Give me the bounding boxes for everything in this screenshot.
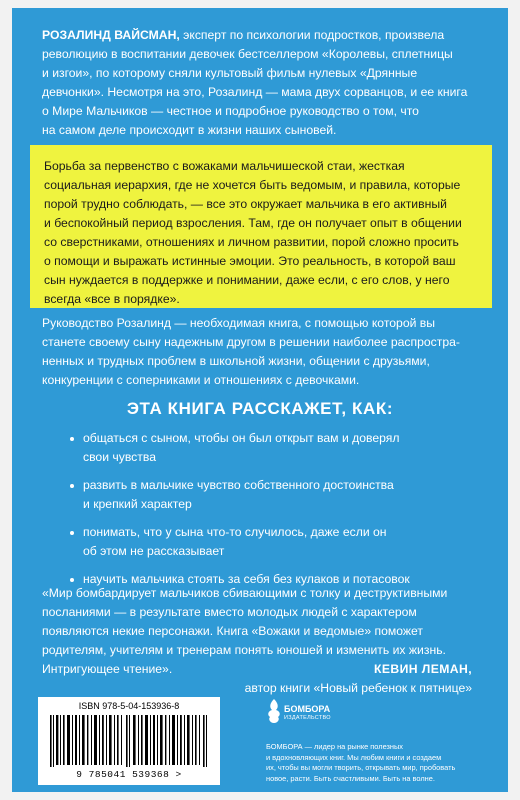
publisher-brand: БОМБОРА [284,704,331,714]
highlight-line: Борьба за первенство с вожаками мальчишеской стаи, жесткая [44,159,405,173]
list-item-line: об этом не рассказывает [83,544,225,558]
publisher-description [266,742,492,784]
bombora-logo-icon [266,698,282,724]
publisher-line: их, чтобы вы могли творить, открывать мир, пробовать [266,763,456,772]
quote-line: появляются некие персонажи. Книга «Вожаки и ведомые» поможет [42,624,424,638]
description-line: Руководство Розалинд — необходимая книга, с помощью которой вы [42,316,436,330]
bullet-dot-icon [70,578,74,582]
quote-line: Интригующее чтение». [42,662,173,676]
highlight-line: и беспокойный период взросления. Там, где он получает опыт в общении [44,216,462,230]
list-item [70,523,490,561]
intro-line-1-rest: эксперт по психологии подростков, произвела [179,28,445,42]
list-item [70,476,490,514]
list-item [70,429,490,467]
bullet-dot-icon [70,484,74,488]
quote-line: «Мир бомбардирует мальчиков сбивающими с толку и деструктивными [42,586,448,600]
quote-author-name: КЕВИН ЛЕМАН, [374,662,472,676]
intro-line-4: девчонки». Несмотря на это, Розалинд — мама двух сорванцов, и ее книга [42,85,468,99]
publisher-logo [266,696,331,736]
description-paragraph [42,314,492,390]
highlight-line: сын нуждается в поддержке и понимании, даже если, с его слов, у него [44,273,450,287]
quote-line: родителям, учителям и тренерам понять юношей и изменить их жизнь. [42,643,446,657]
list-item-line: свои чувства [83,450,156,464]
benefits-list [70,429,490,598]
intro-line-1 [42,26,492,45]
highlight-line: со сверстниками, отношениях и личном развитии, порой сложно просить [44,235,459,249]
highlight-box [30,145,492,308]
publisher-sub: ИЗДАТЕЛЬСТВО [284,715,331,721]
list-item-line: понимать, что у сына что-то случилось, даже если он [83,525,387,539]
intro-line-3: и изгои», по которому сняли культовый фильм нулевых «Дрянные [42,66,418,80]
barcode-icon [48,715,210,767]
quote-line: посланиями — в результате вместо молодых людей с характером [42,605,417,619]
barcode-number: 9 785041 539368 > [76,769,182,780]
intro-line-6: на самом деле происходит в жизни наших сыновей. [42,123,337,137]
isbn-label: ISBN 978-5-04-153936-8 [78,701,180,711]
publisher-line: новое, расти. Быть счастливыми. Быть на волне. [266,773,435,783]
description-line: ненных и трудных проблем в школьной жизни, общении с друзьями, [42,354,430,368]
list-item-line: научить мальчика стоять за себя без кулаков и потасовок [83,572,410,586]
description-line: конкуренции с соперниками и отношениях с девочками. [42,373,360,387]
section-heading: ЭТА КНИГА РАССКАЖЕТ, КАК: [126,399,394,418]
quote-attribution [245,660,472,698]
publisher-line: БОМБОРА — лидер на рынке полезных [266,742,403,751]
highlight-line: социальная иерархия, где не хочется быть ведомым, и правила, которые [44,178,461,192]
book-back-cover [12,8,508,792]
bullet-dot-icon [70,531,74,535]
highlight-line: порой трудно соблюдать, — все это окружает мальчика в его активный [44,197,447,211]
highlight-line: всегда «все в порядке». [44,292,180,306]
list-item-line: развить в мальчике чувство собственного достоинства [83,478,394,492]
description-line: станете своему сыну надежным другом в решении наиболее распростра- [42,335,460,349]
isbn-barcode [38,697,220,785]
intro-paragraph [42,26,492,140]
list-item-line: и крепкий характер [83,497,192,511]
quote-author-credit: автор книги «Новый ребенок к пятнице» [244,681,472,695]
author-name: РОЗАЛИНД ВАЙСМАН, [42,28,180,42]
intro-line-5: о Мире Мальчиков — честное и подробное руководство о том, что [42,104,419,118]
intro-line-2: революцию в воспитании девочек бестселлером «Королевы, сплетницы [42,47,453,61]
list-item-line: общаться с сыном, чтобы он был открыт вам и доверял [83,431,400,445]
bullet-dot-icon [70,437,74,441]
publisher-line: и вдохновляющих книг. Мы любим книги и создаем [266,752,442,762]
highlight-line: о помощи и выражать истинные эмоции. Это реальность, в которой ваш [44,254,456,268]
